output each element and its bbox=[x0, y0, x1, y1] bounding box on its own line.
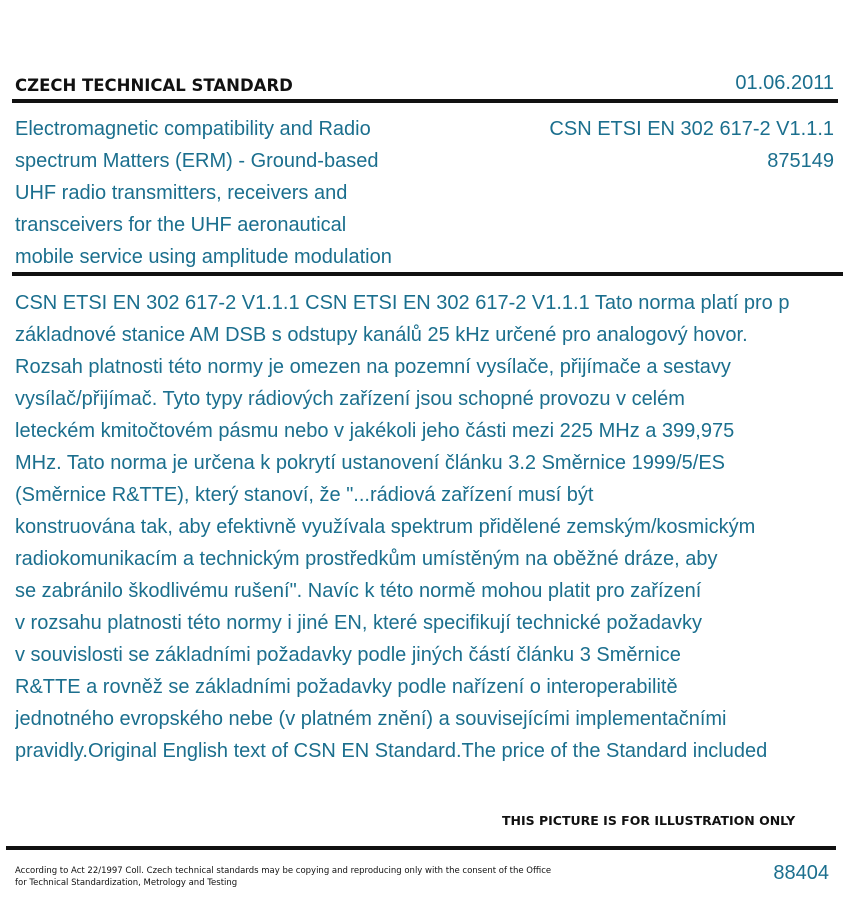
standard-identifier bbox=[549, 113, 834, 177]
copyright-line: for Technical Standardization, Metrology and Testing bbox=[15, 878, 238, 888]
footer-number: 88404 bbox=[773, 862, 829, 884]
description-line: CSN ETSI EN 302 617-2 V1.1.1 CSN ETSI EN 302 617-2 V1.1.1 Tato norma platí pro p bbox=[15, 292, 790, 314]
title-divider bbox=[12, 272, 843, 276]
title-line: Electromagnetic compatibility and Radio bbox=[15, 118, 371, 140]
description-line: vysílač/přijímač. Tyto typy rádiových zařízení jsou schopné provozu v celém bbox=[15, 388, 685, 410]
description-line: (Směrnice R&TTE), který stanoví, že "...rádiová zařízení musí být bbox=[15, 484, 594, 506]
copyright-note bbox=[15, 865, 615, 889]
description-line: základnové stanice AM DSB s odstupy kanálů 25 kHz určené pro analogový hovor. bbox=[15, 324, 748, 346]
illustration-notice: THIS PICTURE IS FOR ILLUSTRATION ONLY bbox=[502, 813, 796, 828]
publication-date: 01.06.2011 bbox=[735, 72, 834, 94]
standard-code: CSN ETSI EN 302 617-2 V1.1.1 bbox=[549, 118, 834, 140]
description-line: radiokomunikacím a technickým prostředkům umístěným na oběžné dráze, aby bbox=[15, 548, 718, 570]
title-line: UHF radio transmitters, receivers and bbox=[15, 182, 348, 204]
description-line: pravidly.Original English text of CSN EN Standard.The price of the Standard included bbox=[15, 740, 768, 762]
description-line: R&TTE a rovněž se základními požadavky podle nařízení o interoperabilitě bbox=[15, 676, 678, 698]
standard-description bbox=[15, 287, 865, 767]
title-line: spectrum Matters (ERM) - Ground-based bbox=[15, 150, 379, 172]
description-line: MHz. Tato norma je určena k pokrytí ustanovení článku 3.2 Směrnice 1999/5/ES bbox=[15, 452, 725, 474]
document-type-heading: CZECH TECHNICAL STANDARD bbox=[15, 76, 293, 95]
title-line: transceivers for the UHF aeronautical bbox=[15, 214, 347, 236]
description-line: v rozsahu platnosti této normy i jiné EN, které specifikují technické požadavky bbox=[15, 612, 702, 634]
title-line: mobile service using amplitude modulation bbox=[15, 246, 392, 268]
catalog-number: 875149 bbox=[767, 150, 834, 172]
description-line: se zabránilo škodlivému rušení". Navíc k této normě mohou platit pro zařízení bbox=[15, 580, 702, 602]
description-line: v souvislosti se základními požadavky podle jiných částí článku 3 Směrnice bbox=[15, 644, 681, 666]
description-line: leteckém kmitočtovém pásmu nebo v jakékoli jeho části mezi 225 MHz a 399,975 bbox=[15, 420, 735, 442]
description-line: konstruována tak, aby efektivně využívala spektrum přidělené zemským/kosmickým bbox=[15, 516, 756, 538]
standard-title bbox=[15, 113, 475, 273]
copyright-line: According to Act 22/1997 Coll. Czech technical standards may be copying and reproducing only with the consent of the Office bbox=[15, 866, 552, 876]
description-line: Rozsah platnosti této normy je omezen na pozemní vysílače, přijímače a sestavy bbox=[15, 356, 731, 378]
footer-divider bbox=[6, 846, 836, 850]
header-divider bbox=[12, 99, 838, 103]
description-line: jednotného evropského nebe (v platném znění) a souvisejícími implementačními bbox=[15, 708, 727, 730]
